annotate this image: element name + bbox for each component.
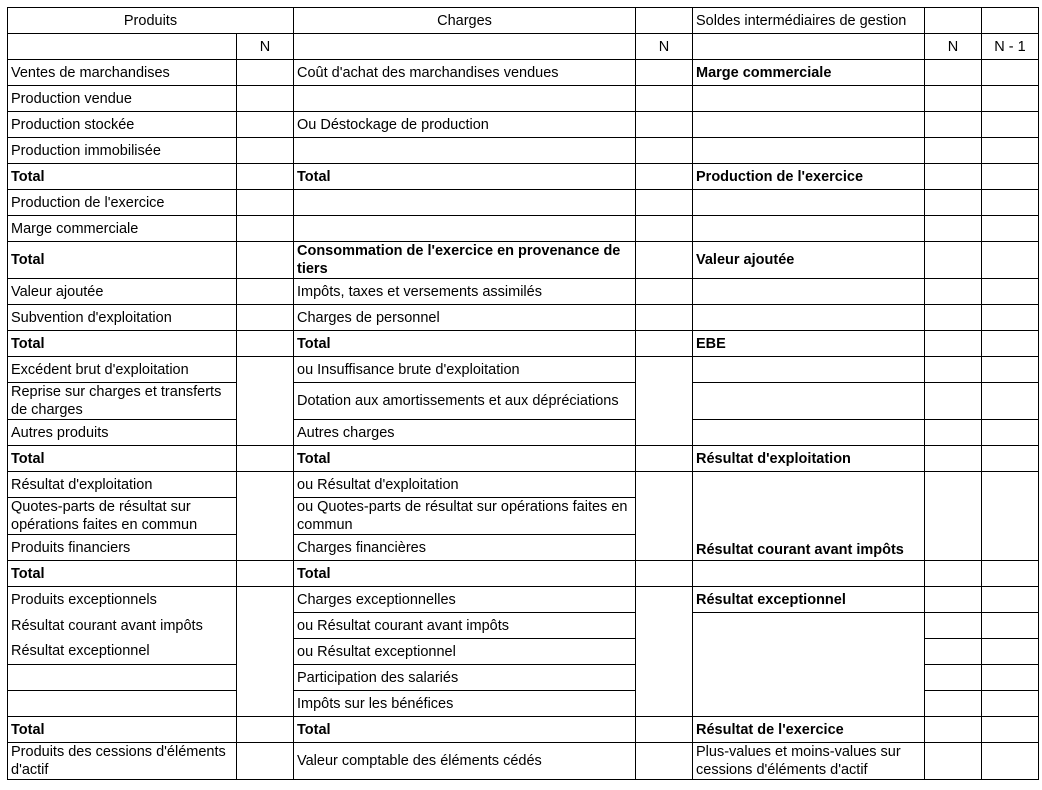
produit-amount xyxy=(237,331,294,357)
solde-n xyxy=(925,60,982,86)
produit-amount xyxy=(237,216,294,242)
solde-label: Résultat exceptionnel xyxy=(693,587,925,613)
charge-label: Autres charges xyxy=(294,420,636,446)
charge-amount xyxy=(636,535,693,561)
charge-label: Impôts, taxes et versements assimilés xyxy=(294,279,636,305)
solde-n xyxy=(925,691,982,717)
charge-label: Participation des salariés xyxy=(294,665,636,691)
produit-amount xyxy=(237,279,294,305)
solde-n1 xyxy=(982,743,1039,780)
header-cell-empty xyxy=(925,8,982,34)
produit-total-label: Total xyxy=(8,331,237,357)
charge-label: Charges exceptionnelles xyxy=(294,587,636,613)
solde-n xyxy=(925,305,982,331)
table-row xyxy=(8,639,1039,665)
solde-label xyxy=(693,561,925,587)
produit-label: Marge commerciale xyxy=(8,216,237,242)
solde-n1 xyxy=(982,305,1039,331)
table-row xyxy=(8,86,1039,112)
charge-total-label: Total xyxy=(294,446,636,472)
charge-amount xyxy=(636,717,693,743)
solde-label xyxy=(693,112,925,138)
produit-total-label: Total xyxy=(8,164,237,190)
solde-label xyxy=(693,691,925,717)
table-row xyxy=(8,691,1039,717)
header-n1-sig: N - 1 xyxy=(982,34,1039,60)
charge-amount xyxy=(636,639,693,665)
header-n-sig: N xyxy=(925,34,982,60)
produit-total-label: Total xyxy=(8,717,237,743)
solde-label xyxy=(693,216,925,242)
charge-label: Impôts sur les bénéfices xyxy=(294,691,636,717)
table-row xyxy=(8,60,1039,86)
solde-label: EBE xyxy=(693,331,925,357)
charge-amount xyxy=(636,279,693,305)
charge-label: ou Résultat exceptionnel xyxy=(294,639,636,665)
produit-amount xyxy=(237,242,294,279)
produit-label: Résultat exceptionnel xyxy=(8,639,237,665)
table-row xyxy=(8,743,1039,780)
produit-label: Autres produits xyxy=(8,420,237,446)
charge-amount xyxy=(636,305,693,331)
subheader-cell-empty xyxy=(8,34,237,60)
solde-n xyxy=(925,717,982,743)
table-row xyxy=(8,383,1039,420)
charge-amount xyxy=(636,665,693,691)
charge-amount xyxy=(636,86,693,112)
solde-n xyxy=(925,472,982,498)
solde-n xyxy=(925,665,982,691)
solde-n xyxy=(925,561,982,587)
solde-label: Valeur ajoutée xyxy=(693,242,925,279)
produit-label: Ventes de marchandises xyxy=(8,60,237,86)
solde-n1 xyxy=(982,587,1039,613)
charge-amount xyxy=(636,498,693,535)
solde-n xyxy=(925,112,982,138)
solde-n1 xyxy=(982,717,1039,743)
produit-amount xyxy=(237,498,294,535)
solde-n1 xyxy=(982,60,1039,86)
solde-n xyxy=(925,613,982,639)
solde-n1 xyxy=(982,138,1039,164)
produit-amount xyxy=(237,717,294,743)
solde-n1 xyxy=(982,216,1039,242)
produit-label: Valeur ajoutée xyxy=(8,279,237,305)
header-n-charges: N xyxy=(636,34,693,60)
produit-label: Produits exceptionnels xyxy=(8,587,237,613)
table-row xyxy=(8,472,1039,498)
solde-label: Résultat de l'exercice xyxy=(693,717,925,743)
produit-amount xyxy=(237,60,294,86)
produit-label: Reprise sur charges et transferts de charges xyxy=(8,383,237,420)
charge-amount xyxy=(636,691,693,717)
produit-amount xyxy=(237,613,294,639)
solde-n1 xyxy=(982,112,1039,138)
charge-label xyxy=(294,216,636,242)
solde-n1 xyxy=(982,242,1039,279)
produit-amount xyxy=(237,665,294,691)
solde-label xyxy=(693,383,925,420)
charge-label: Charges de personnel xyxy=(294,305,636,331)
solde-label xyxy=(693,498,925,535)
produit-amount xyxy=(237,138,294,164)
solde-label: Plus-values et moins-values sur cessions d'éléments d'actif xyxy=(693,743,925,780)
produit-amount xyxy=(237,446,294,472)
solde-label xyxy=(693,138,925,164)
solde-label: Production de l'exercice xyxy=(693,164,925,190)
solde-n1 xyxy=(982,561,1039,587)
table-row xyxy=(8,305,1039,331)
table-row xyxy=(8,420,1039,446)
solde-n xyxy=(925,357,982,383)
solde-n xyxy=(925,639,982,665)
produit-label xyxy=(8,665,237,691)
produit-amount xyxy=(237,472,294,498)
produit-amount xyxy=(237,357,294,383)
produit-amount xyxy=(237,190,294,216)
solde-n1 xyxy=(982,420,1039,446)
charge-label: Dotation aux amortissements et aux dépréciations xyxy=(294,383,636,420)
solde-label-text: Résultat courant avant impôts xyxy=(696,542,904,558)
solde-label xyxy=(693,420,925,446)
produit-label: Résultat courant avant impôts xyxy=(8,613,237,639)
total-row xyxy=(8,446,1039,472)
table-row xyxy=(8,535,1039,561)
solde-n xyxy=(925,138,982,164)
header-cell-empty xyxy=(636,8,693,34)
charge-label xyxy=(294,138,636,164)
produit-amount xyxy=(237,86,294,112)
solde-n xyxy=(925,86,982,112)
solde-n xyxy=(925,446,982,472)
produit-label: Production stockée xyxy=(8,112,237,138)
solde-label xyxy=(693,639,925,665)
charge-label: Ou Déstockage de production xyxy=(294,112,636,138)
charge-amount xyxy=(636,138,693,164)
solde-n xyxy=(925,587,982,613)
charge-label: ou Quotes-parts de résultat sur opérations faites en commun xyxy=(294,498,636,535)
solde-n1 xyxy=(982,613,1039,639)
subheader-cell-empty xyxy=(693,34,925,60)
table-row xyxy=(8,279,1039,305)
charge-label xyxy=(294,190,636,216)
solde-label xyxy=(693,279,925,305)
solde-label xyxy=(693,305,925,331)
table-row xyxy=(8,190,1039,216)
solde-n xyxy=(925,331,982,357)
solde-n1 xyxy=(982,383,1039,420)
produit-label: Résultat d'exploitation xyxy=(8,472,237,498)
charge-amount xyxy=(636,216,693,242)
produit-amount xyxy=(237,112,294,138)
table-row xyxy=(8,665,1039,691)
header-charges: Charges xyxy=(294,8,636,34)
solde-n1 xyxy=(982,446,1039,472)
header-sig: Soldes intermédiaires de gestion xyxy=(693,8,925,34)
charge-amount xyxy=(636,743,693,780)
solde-n xyxy=(925,216,982,242)
solde-label xyxy=(693,190,925,216)
produit-label xyxy=(8,691,237,717)
solde-n xyxy=(925,743,982,780)
table-row xyxy=(8,216,1039,242)
charge-amount xyxy=(636,383,693,420)
solde-n xyxy=(925,242,982,279)
solde-n xyxy=(925,420,982,446)
produit-amount xyxy=(237,305,294,331)
charge-amount xyxy=(636,112,693,138)
solde-n1 xyxy=(982,279,1039,305)
charge-amount xyxy=(636,190,693,216)
solde-label xyxy=(693,665,925,691)
table-row xyxy=(8,138,1039,164)
table-row xyxy=(8,357,1039,383)
produit-amount xyxy=(237,535,294,561)
solde-n xyxy=(925,383,982,420)
charge-amount xyxy=(636,420,693,446)
solde-n1 xyxy=(982,691,1039,717)
produit-amount xyxy=(237,639,294,665)
produit-amount xyxy=(237,164,294,190)
solde-n xyxy=(925,190,982,216)
solde-label: Marge commerciale xyxy=(693,60,925,86)
sig-table xyxy=(7,7,1039,780)
produit-label: Subvention d'exploitation xyxy=(8,305,237,331)
header-produits: Produits xyxy=(8,8,294,34)
charge-label: Coût d'achat des marchandises vendues xyxy=(294,60,636,86)
table-row xyxy=(8,587,1039,613)
charge-label: ou Résultat d'exploitation xyxy=(294,472,636,498)
solde-n1 xyxy=(982,535,1039,561)
produit-amount xyxy=(237,743,294,780)
charge-label: ou Insuffisance brute d'exploitation xyxy=(294,357,636,383)
solde-n1 xyxy=(982,472,1039,498)
charge-label xyxy=(294,86,636,112)
solde-n xyxy=(925,279,982,305)
total-row xyxy=(8,717,1039,743)
produit-amount xyxy=(237,383,294,420)
solde-n xyxy=(925,164,982,190)
solde-label xyxy=(693,535,925,561)
produit-amount xyxy=(237,691,294,717)
solde-label xyxy=(693,86,925,112)
produit-label: Production de l'exercice xyxy=(8,190,237,216)
subheader-cell-empty xyxy=(294,34,636,60)
header-row xyxy=(8,8,1039,34)
charge-total-label: Total xyxy=(294,331,636,357)
charge-amount xyxy=(636,357,693,383)
charge-amount xyxy=(636,561,693,587)
solde-n xyxy=(925,498,982,535)
produit-label: Quotes-parts de résultat sur opérations faites en commun xyxy=(8,498,237,535)
solde-n1 xyxy=(982,665,1039,691)
charge-amount xyxy=(636,164,693,190)
charge-label: Valeur comptable des éléments cédés xyxy=(294,743,636,780)
header-cell-empty xyxy=(982,8,1039,34)
produit-total-label: Total xyxy=(8,446,237,472)
charge-label: Charges financières xyxy=(294,535,636,561)
charge-amount xyxy=(636,613,693,639)
solde-label xyxy=(693,357,925,383)
charge-total-label: Total xyxy=(294,561,636,587)
subheader-row xyxy=(8,34,1039,60)
produit-label: Production vendue xyxy=(8,86,237,112)
solde-n1 xyxy=(982,86,1039,112)
total-row xyxy=(8,331,1039,357)
produit-label: Production immobilisée xyxy=(8,138,237,164)
solde-n1 xyxy=(982,190,1039,216)
table-row xyxy=(8,112,1039,138)
produit-label: Produits des cessions d'éléments d'actif xyxy=(8,743,237,780)
charge-amount xyxy=(636,472,693,498)
charge-total-label: Consommation de l'exercice en provenance de tiers xyxy=(294,242,636,279)
solde-n1 xyxy=(982,639,1039,665)
produit-amount xyxy=(237,420,294,446)
produit-amount xyxy=(237,561,294,587)
table-row xyxy=(8,613,1039,639)
charge-total-label: Total xyxy=(294,164,636,190)
solde-label xyxy=(693,472,925,498)
produit-amount xyxy=(237,587,294,613)
produit-label: Excédent brut d'exploitation xyxy=(8,357,237,383)
produit-total-label: Total xyxy=(8,561,237,587)
produit-label: Produits financiers xyxy=(8,535,237,561)
total-row xyxy=(8,561,1039,587)
solde-label: Résultat d'exploitation xyxy=(693,446,925,472)
solde-n1 xyxy=(982,357,1039,383)
charge-amount xyxy=(636,331,693,357)
charge-amount xyxy=(636,242,693,279)
solde-label xyxy=(693,613,925,639)
total-row xyxy=(8,164,1039,190)
charge-total-label: Total xyxy=(294,717,636,743)
total-row xyxy=(8,242,1039,279)
solde-n xyxy=(925,535,982,561)
charge-label: ou Résultat courant avant impôts xyxy=(294,613,636,639)
table-row xyxy=(8,498,1039,535)
solde-n1 xyxy=(982,164,1039,190)
solde-n1 xyxy=(982,498,1039,535)
solde-n1 xyxy=(982,331,1039,357)
header-n-produits: N xyxy=(237,34,294,60)
charge-amount xyxy=(636,60,693,86)
produit-total-label: Total xyxy=(8,242,237,279)
charge-amount xyxy=(636,446,693,472)
charge-amount xyxy=(636,587,693,613)
